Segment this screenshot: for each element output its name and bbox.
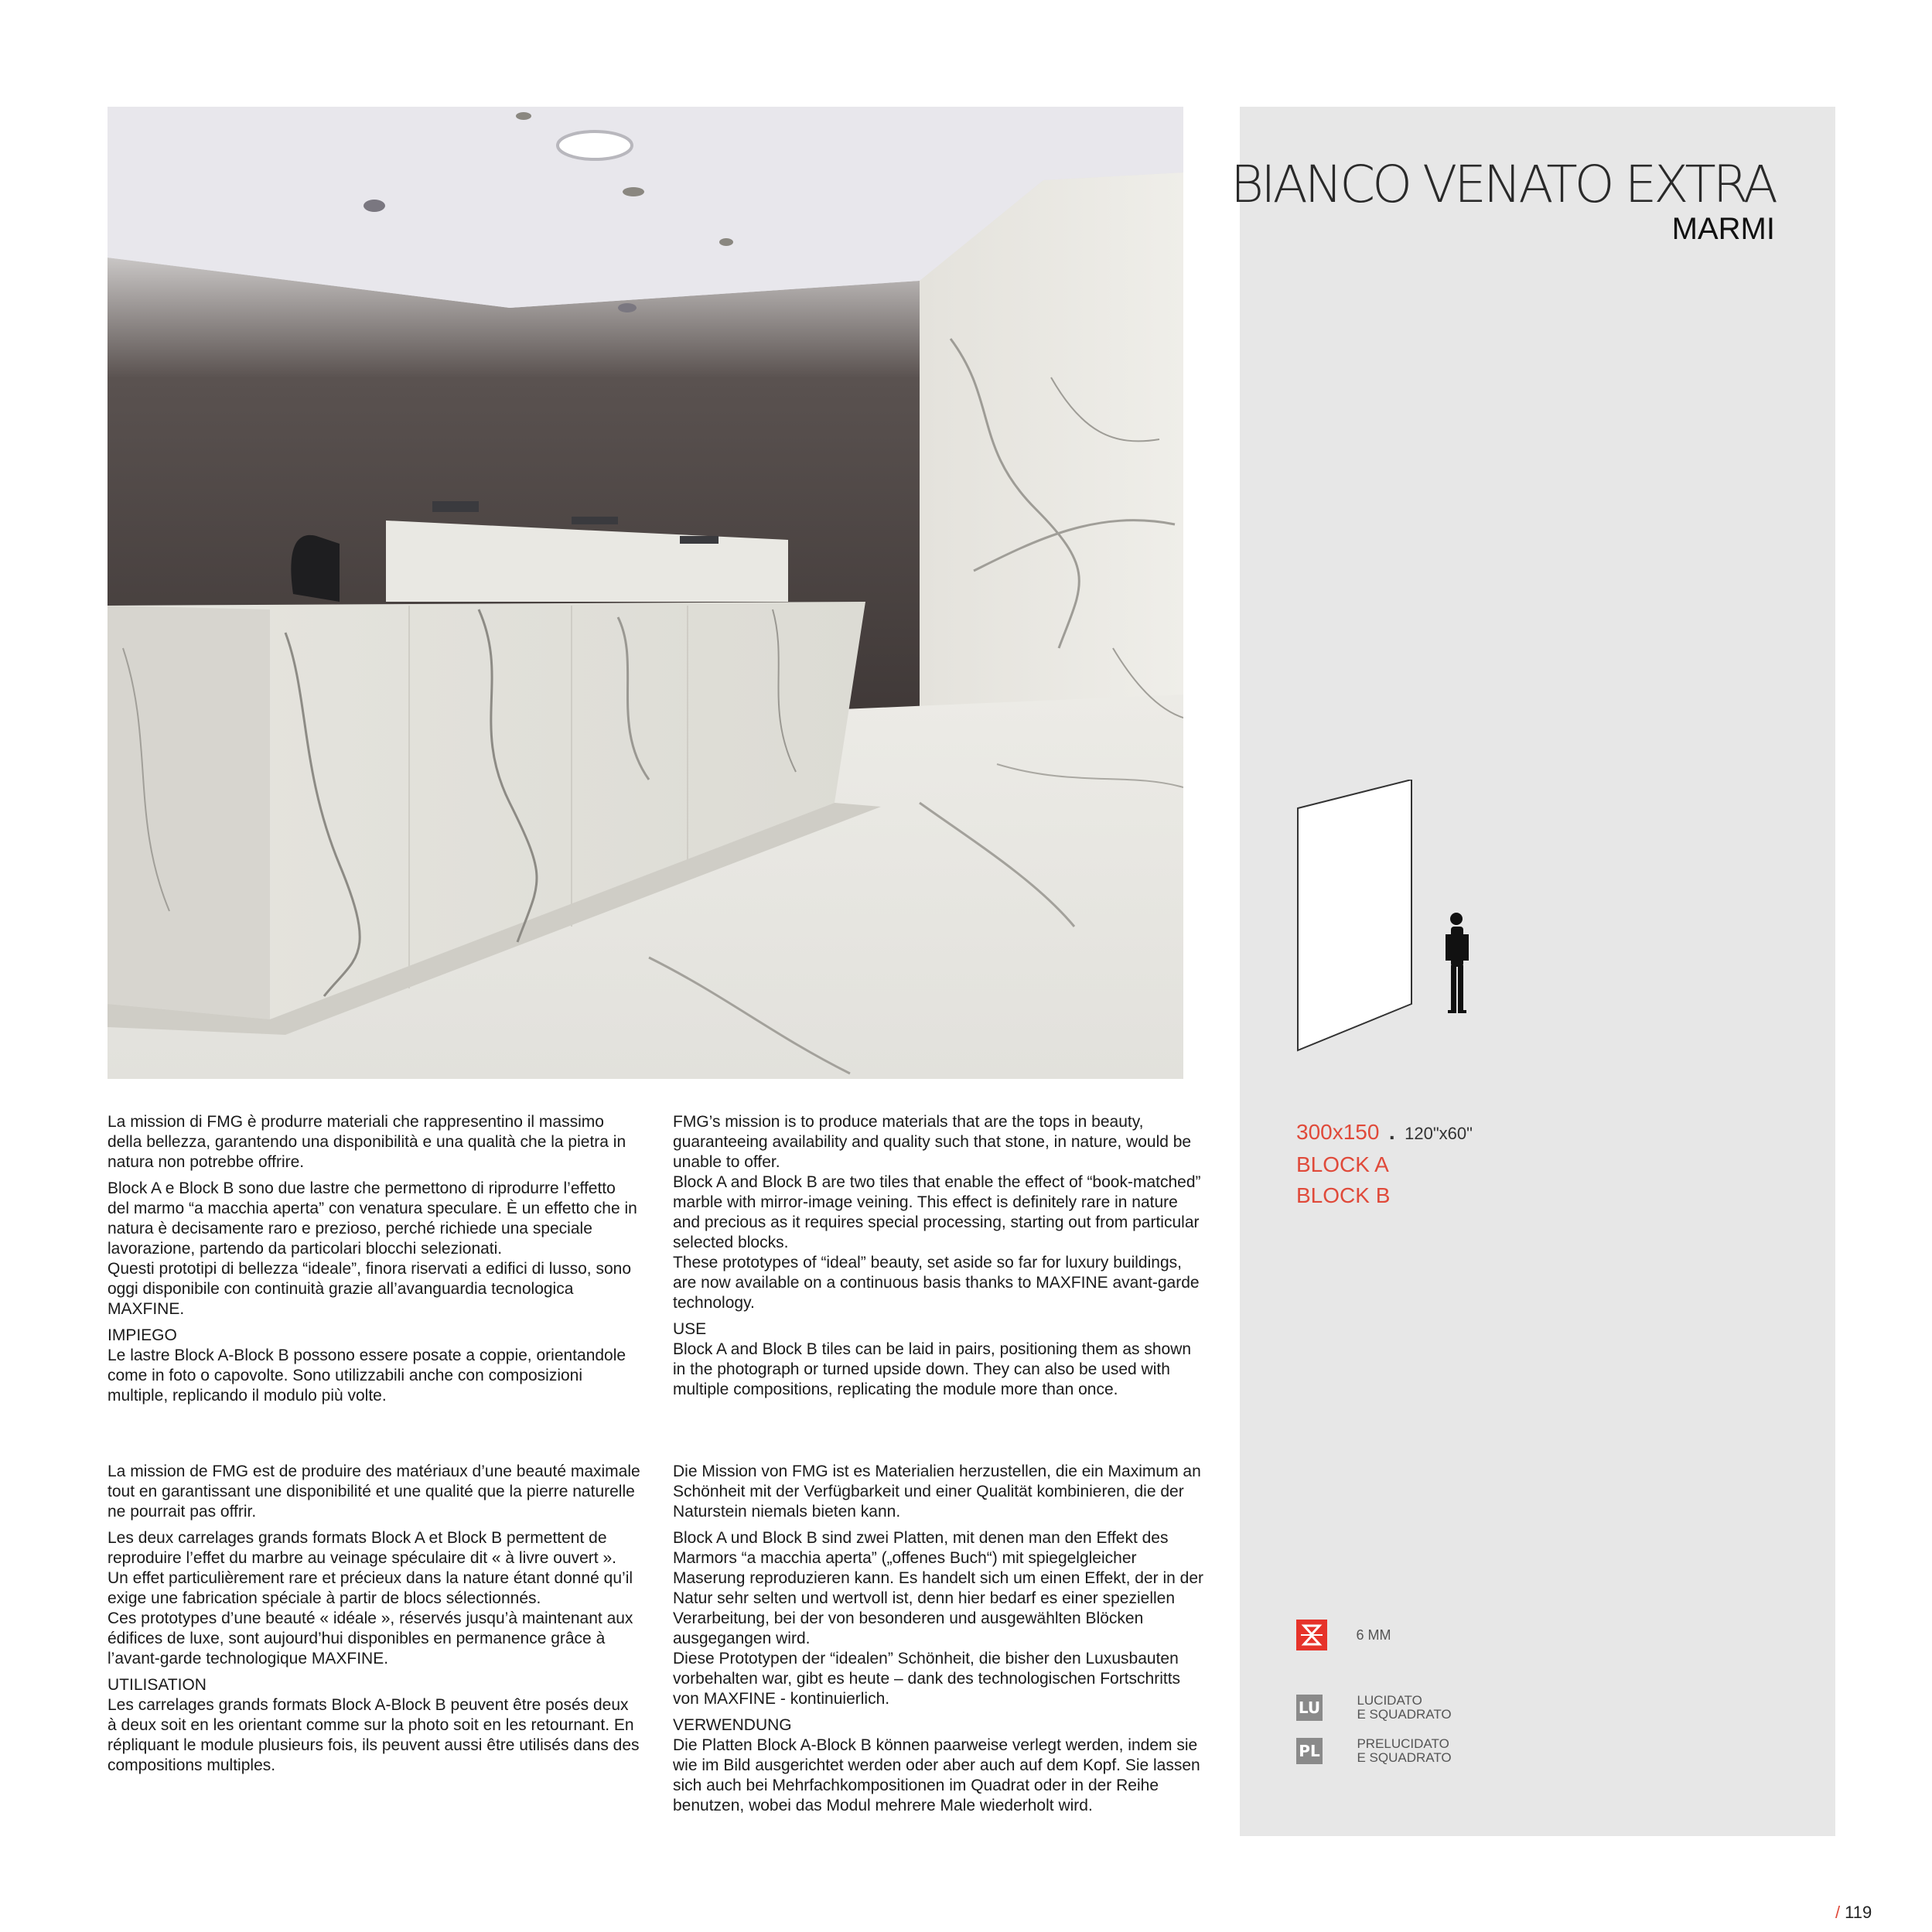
product-info-panel xyxy=(1230,107,1835,1836)
size-info xyxy=(1296,1120,1473,1208)
finish-lu xyxy=(1296,1694,1452,1722)
finish-lu-label xyxy=(1357,1694,1451,1722)
finish-lu-badge: LU xyxy=(1296,1695,1323,1721)
block-a-label: BLOCK A xyxy=(1296,1152,1389,1176)
product-title: BIANCO VENATO EXTRA xyxy=(1230,155,1775,214)
thickness-label: 6 MM xyxy=(1356,1626,1391,1643)
finish-pl-badge: PL xyxy=(1296,1738,1323,1764)
de-heading: VERWENDUNG xyxy=(673,1716,792,1734)
page-number xyxy=(1835,1903,1872,1923)
finish-pl-line2: E SQUADRATO xyxy=(1357,1750,1452,1765)
finish-lu-line2: E SQUADRATO xyxy=(1357,1707,1452,1722)
fr-heading: UTILISATION xyxy=(108,1676,207,1694)
finish-pl xyxy=(1296,1737,1452,1765)
it-paragraph-3: Questi prototipi di bellezza “ideale”, finora riservati a edifici di lusso, sono oggi disponibile con continuità grazie all’avanguardia tecnologica MAXFINE. xyxy=(108,1260,631,1318)
text-italian xyxy=(108,1112,641,1412)
text-french xyxy=(108,1462,641,1782)
it-paragraph-4: Le lastre Block A-Block B possono essere posate a coppie, orientandole come in foto o capovolte. Sono utilizzabili anche con composizioni multiple, replicando il modulo più volte. xyxy=(108,1347,626,1405)
product-collection: MARMI xyxy=(1671,212,1775,246)
finish-pl-label xyxy=(1357,1737,1451,1765)
de-paragraph-3: Diese Prototypen der “idealen” Schönheit, die bisher den Luxusbauten vorbehalten war, gibt es heute – dank des technologischen Fortschritts von MAXFINE - kontinuierlich. xyxy=(673,1650,1181,1708)
it-paragraph-2: Block A e Block B sono due lastre che permettono di riprodurre l’effetto del marmo “a macchia aperta” con venatura speculare. È un effetto che in natura è decisamente raro e prezioso, perché richiede una speciale lavorazione, partendo da particolari blocchi selezionati. xyxy=(108,1179,637,1258)
page-number-value: 119 xyxy=(1845,1903,1872,1922)
fr-paragraph-1: La mission de FMG est de produire des matériaux d’une beauté maximale tout en garantissant une disponibilité et une qualité que la pierre naturelle ne pourrait pas offrir. xyxy=(108,1463,640,1521)
thickness-icon xyxy=(1296,1620,1327,1650)
fr-paragraph-2: Les deux carrelages grands formats Block A et Block B permettent de reproduire l’effet du marbre au veinage spéculaire dit « à livre ouvert ». Un effet particulièrement rare et précieux dans la nature étant donné qu’il exige une fabrication spéciale à partir de blocs sélectionnés. xyxy=(108,1529,633,1607)
de-paragraph-2: Block A und Block B sind zwei Platten, mit denen man den Effekt des Marmors “a macchia aperta” („offenes Buch“) mit spiegelgleicher Maserung reproduzieren kann. Es handelt sich um einen Effekt, der in der Natur sehr selten und wertvoll ist, denn hier bedarf es einer speziellen Verarbeitung, bei der von besonderen und ausgewählten Blöcken ausgegangen wird. xyxy=(673,1529,1204,1647)
finish-lu-line1: LUCIDATO xyxy=(1357,1693,1422,1708)
it-heading: IMPIEGO xyxy=(108,1326,177,1344)
block-b-label: BLOCK B xyxy=(1296,1183,1391,1207)
text-english xyxy=(673,1112,1207,1406)
fr-paragraph-4: Les carrelages grands formats Block A-Block B peuvent être posés deux à deux soit en les orientant comme sur la photo soit en les retournant. En répliquant le module plusieurs fois, ils peuvent aussi être utilisés dans des compositions multiples. xyxy=(108,1696,640,1774)
scale-figure-icon xyxy=(1294,780,1503,1089)
text-german xyxy=(673,1462,1207,1822)
size-cm: 300x150 xyxy=(1296,1120,1380,1144)
fr-paragraph-3: Ces prototypes d’une beauté « idéale », réservés jusqu’à maintenant aux édifices de luxe, sont aujourd’hui disponibles en permanence grâce à l’avant-garde technologique MAXFINE. xyxy=(108,1609,633,1667)
de-paragraph-4: Die Platten Block A-Block B können paarweise verlegt werden, indem sie wie im Bild ausgerichtet werden oder aber auch auf dem Kopf. Sie lassen sich auch bei Mehrfachkompositionen im Quadrat oder in der Reihe benutzen, wobei das Modul mehrere Male wiederholt wird. xyxy=(673,1736,1200,1814)
size-inches: 120"x60" xyxy=(1405,1124,1473,1143)
en-paragraph-3: These prototypes of “ideal” beauty, set aside so far for luxury buildings, are now available on a continuous basis thanks to MAXFINE avant-garde technology. xyxy=(673,1254,1200,1312)
finish-pl-line1: PRELUCIDATO xyxy=(1357,1736,1449,1751)
en-paragraph-4: Block A and Block B tiles can be laid in pairs, positioning them as shown in the photograph or turned upside down. They can also be used with multiple compositions, replicating the module more than once. xyxy=(673,1340,1192,1398)
en-heading: USE xyxy=(673,1320,707,1338)
de-paragraph-1: Die Mission von FMG ist es Materialien herzustellen, die ein Maximum an Schönheit mit der Verfügbarkeit und einer Qualität kombinieren, die der Naturstein niemals bieten kann. xyxy=(673,1463,1201,1521)
hero-photo xyxy=(108,107,1183,1079)
en-paragraph-2: Block A and Block B are two tiles that enable the effect of “book-matched” marble with mirror-image veining. This effect is definitely rare in nature and precious as it requires special processing, starting out from particular selected blocks. xyxy=(673,1173,1201,1251)
page-slash: / xyxy=(1835,1903,1841,1922)
it-paragraph-1: La mission di FMG è produrre materiali che rappresentino il massimo della bellezza, garantendo una disponibilità e una qualità che la pietra in natura non potrebbe offrire. xyxy=(108,1113,626,1171)
size-separator: . xyxy=(1388,1120,1395,1144)
en-paragraph-1: FMG’s mission is to produce materials that are the tops in beauty, guaranteeing availability and quality such that stone, in nature, would be unable to offer. xyxy=(673,1113,1192,1171)
thickness-row xyxy=(1296,1620,1391,1650)
